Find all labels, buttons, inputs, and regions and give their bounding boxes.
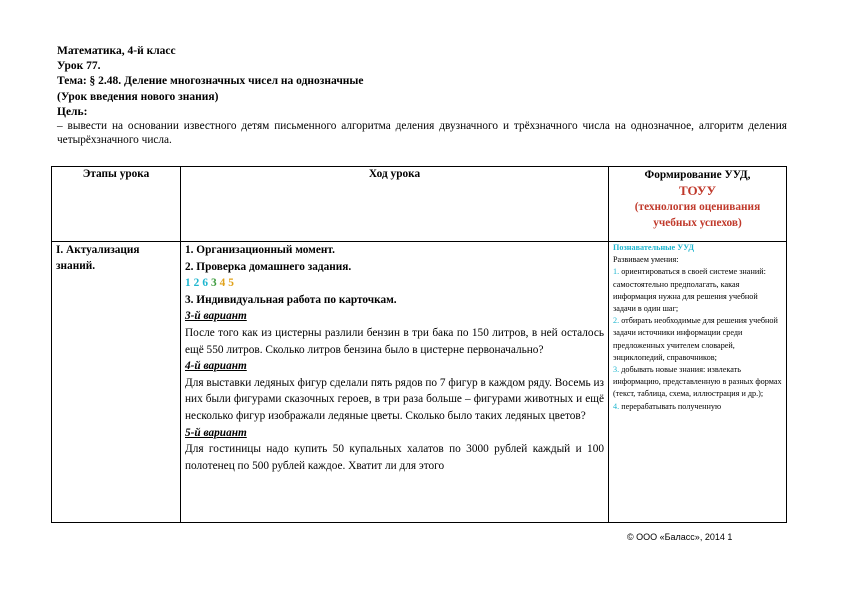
list-item-number: 1. [613, 267, 622, 277]
lesson-table [51, 166, 787, 523]
homework-number: 5 [228, 277, 234, 290]
header-stages [52, 167, 181, 242]
homework-check: 2. Проверка домашнего задания. [185, 260, 352, 273]
uud-cell [609, 242, 787, 523]
homework-number: 2 [193, 277, 200, 290]
list-item-number: 3. [613, 365, 622, 375]
table-row [52, 242, 787, 523]
table-header-row [52, 167, 787, 242]
header-uud-label: Формирование УУД, [644, 169, 751, 181]
list-item [613, 315, 782, 364]
document-header [57, 44, 787, 147]
list-item [613, 401, 782, 413]
homework-number: 1 [185, 277, 191, 290]
variant-5-title: 5-й вариант [185, 426, 247, 439]
lesson-number: Урок 77. [57, 60, 101, 73]
list-item-number: 2. [613, 316, 622, 326]
goal-heading: Цель: [57, 105, 88, 118]
stage-cell [52, 242, 181, 523]
homework-numbers [185, 275, 604, 292]
org-moment: 1. Организационный момент. [185, 244, 335, 256]
variant-3-title: 3-й вариант [185, 310, 247, 323]
header-lesson-flow [181, 167, 609, 242]
homework-number: 3 [210, 277, 217, 290]
uud-intro: Развиваем умения: [613, 255, 679, 265]
variant-4-title: 4-й вариант [185, 360, 247, 373]
lesson-flow-cell [181, 242, 609, 523]
variant-4-text: Для выставки ледяных фигур сделали пять рядов по 7 фигур в каждом ряду. Восемь из них были фигурами сказочных героев, в три раза больше – фигурами животных и ещё несколько фигур изображали ледяные цветы. Сколько было таких ледяных цветов? [185, 376, 604, 422]
homework-number: 6 [202, 277, 208, 290]
card-work: 3. Индивидуальная работа по карточкам. [185, 293, 397, 306]
header-tech: (технология оценивания учебных успехов) [634, 201, 761, 229]
copyright: © ООО «Баласс», 2014 1 [627, 532, 733, 542]
variant-3-text: После того как из цистерны разлили бензин в три бака по 150 литров, в ней осталось ещё 550 литров. Сколько литров бензина было в цистерне первоначально? [185, 326, 604, 356]
list-item [613, 266, 782, 315]
list-item [613, 364, 782, 401]
list-item-number: 4. [613, 401, 622, 411]
lesson-topic: Тема: § 2.48. Деление многозначных чисел на однозначные [57, 75, 364, 88]
variant-5-text: Для гостиницы надо купить 50 купальных халатов по 3000 рублей каждый и 100 полотенец по 500 рублей каждое. Хватит ли для этого [185, 443, 604, 472]
header-touu: ТОУУ [679, 183, 716, 198]
header-lesson-flow-label: Ход урока [368, 168, 421, 180]
header-uud [609, 167, 787, 242]
homework-number: 4 [219, 277, 226, 290]
header-stages-label: Этапы урока [82, 168, 150, 180]
stage-label: I. Актуализация знаний. [56, 244, 140, 272]
goal-text: – вывести на основании известного детям письменного алгоритма деления двузначного и трёхзначного числа на однозначное, алгоритм деления четырёхзначного числа. [57, 120, 787, 146]
list-item-text: ориентироваться в своей системе знаний: самостоятельно предполагать, какая информация нужна для решения учебной задачи в один шаг; [613, 267, 766, 314]
lesson-type: (Урок введения нового знания) [57, 90, 219, 103]
list-item-text: отбирать необходимые для решения учебной задачи источники информации среди предложенных учителем словарей, энциклопедий, справочников; [613, 316, 778, 362]
uud-list [613, 266, 782, 412]
list-item-text: перерабатывать полученную [621, 401, 722, 411]
uud-title: Познавательные УУД [613, 243, 695, 252]
subject-line: Математика, 4-й класс [57, 45, 176, 57]
list-item-text: добывать новые знания: извлекать информацию, представленную в разных формах (текст, таблица, схема, иллюстрация и др.); [613, 365, 782, 399]
